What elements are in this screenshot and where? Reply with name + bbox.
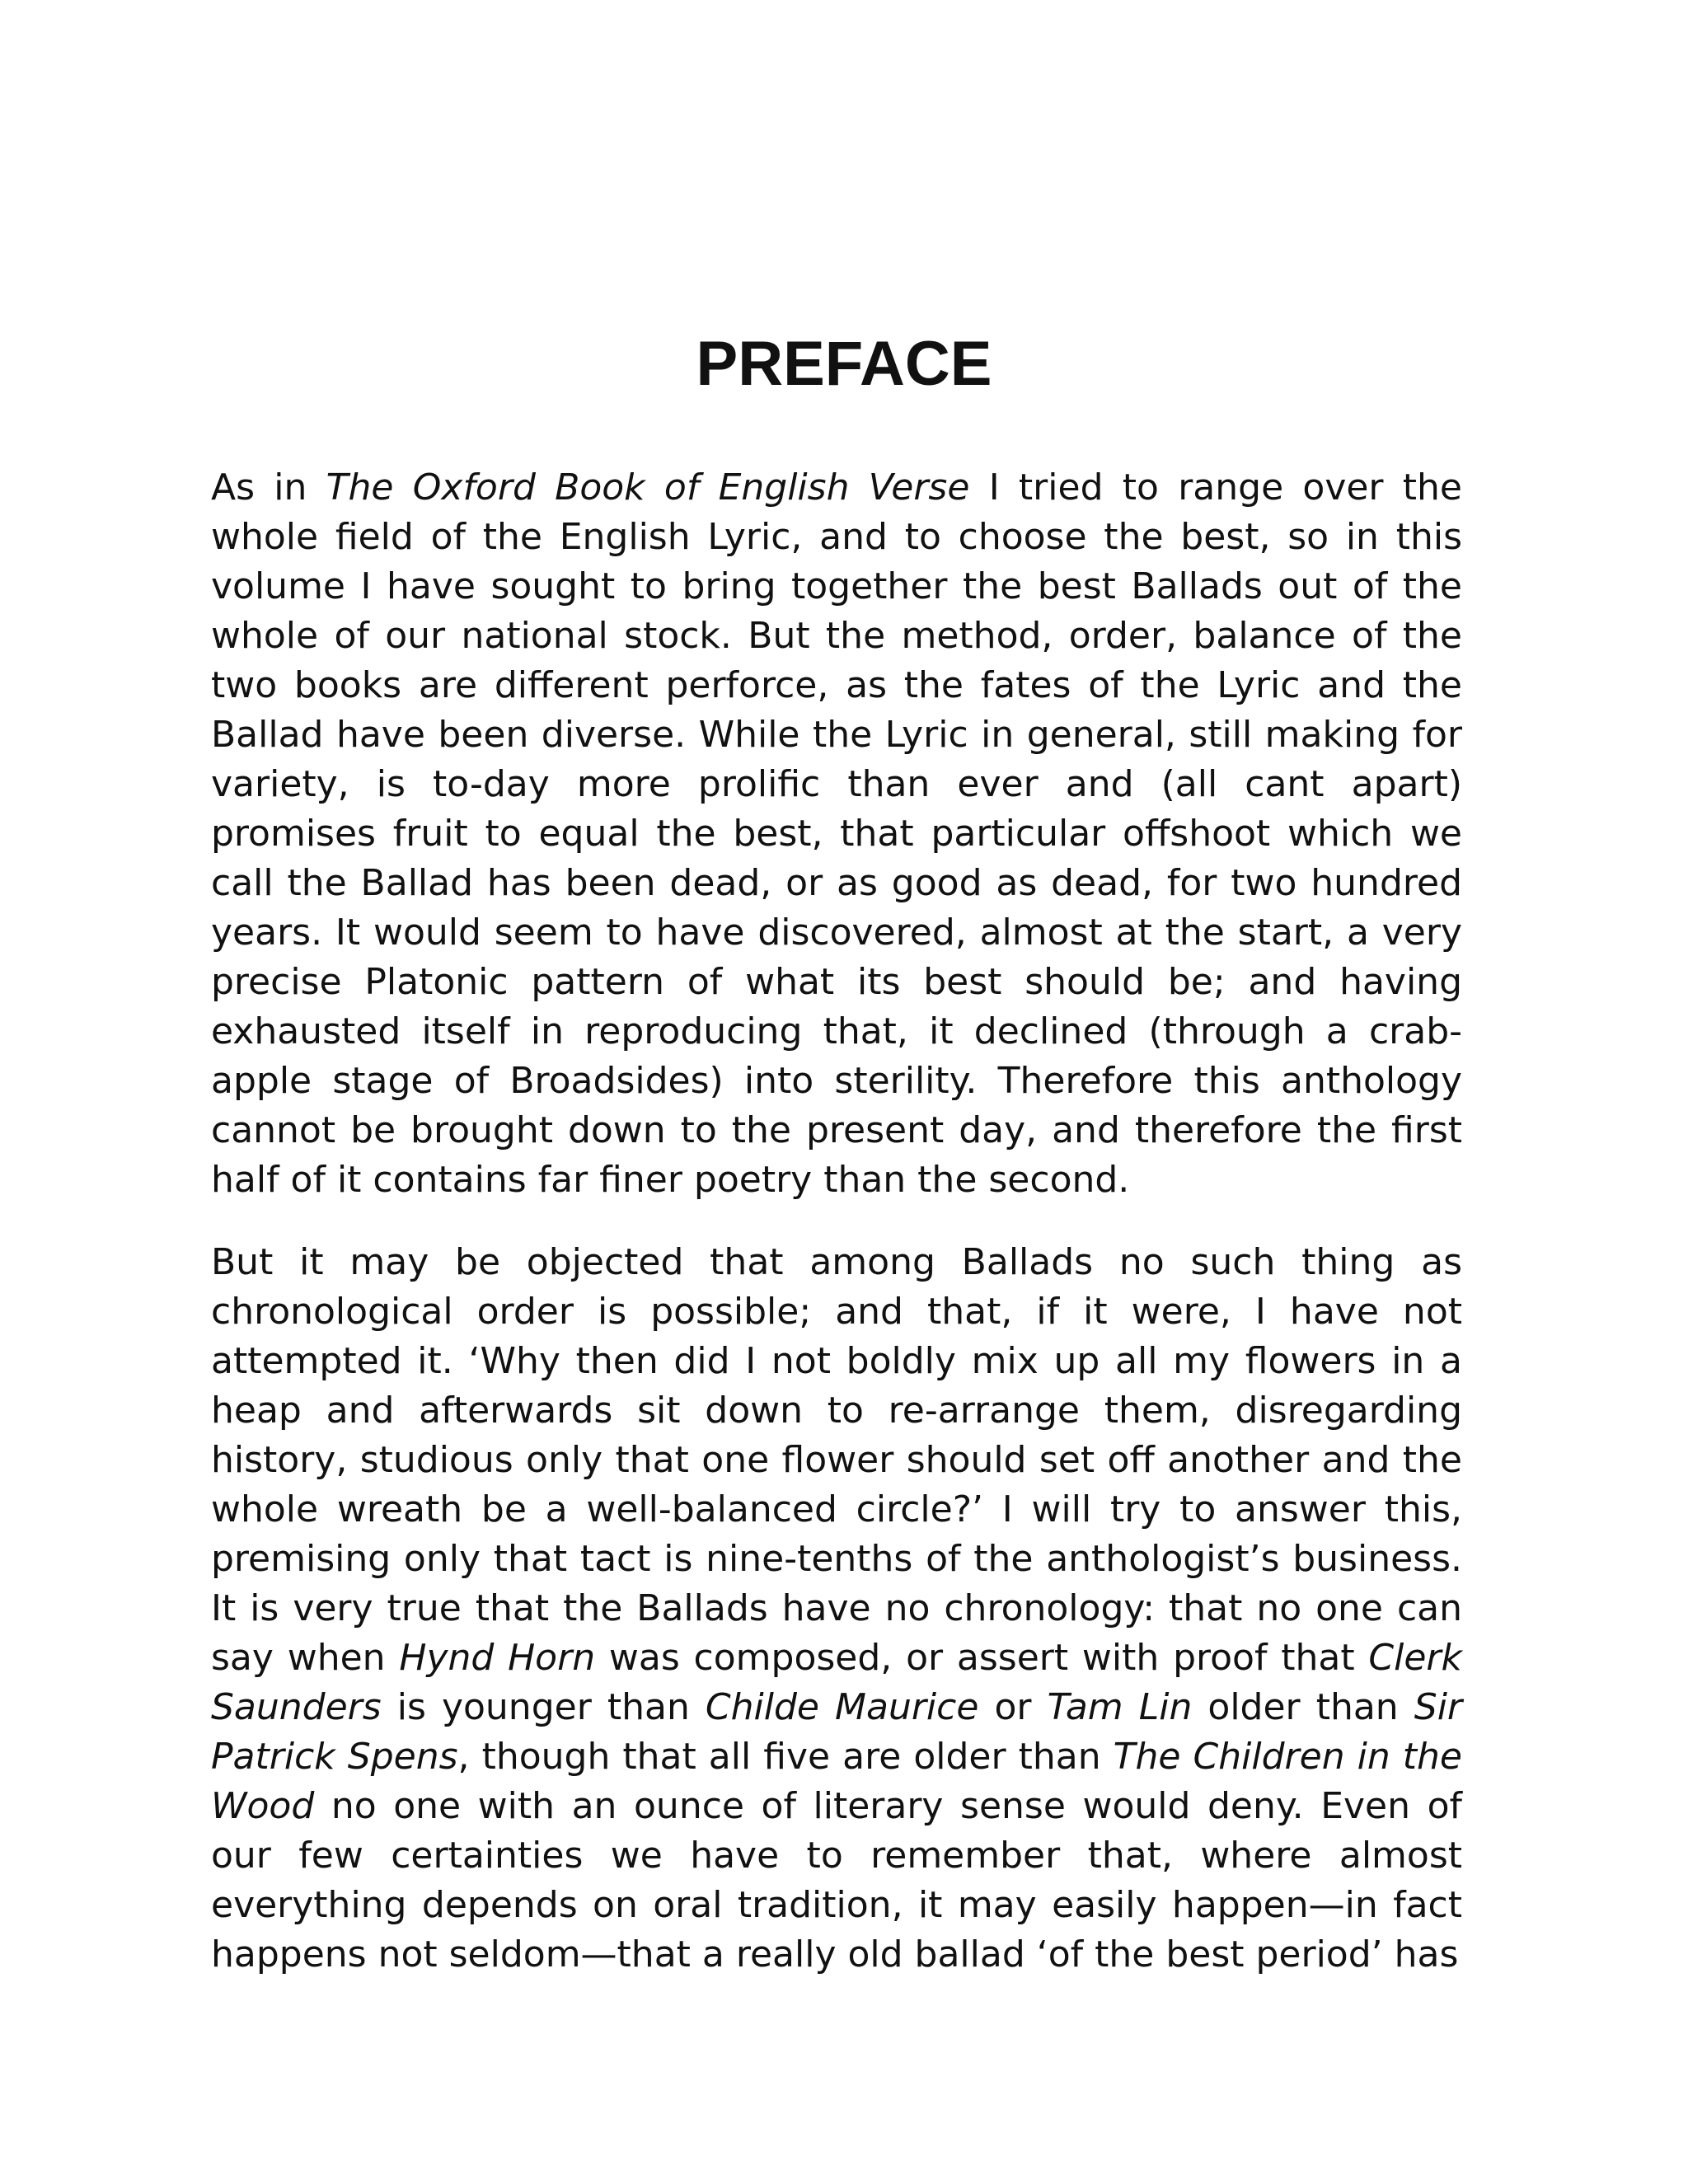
ballad-title-italic: Hynd Horn: [399, 1637, 596, 1679]
paragraph-1: [211, 463, 1462, 1205]
ballad-title-italic: Childe Maurice: [705, 1686, 979, 1728]
preface-body: [211, 463, 1462, 1980]
page-title: PREFACE: [696, 329, 992, 399]
ballad-title-italic: Tam Lin: [1047, 1686, 1193, 1728]
ballad-title-italic: Clerk Saunders: [211, 1637, 1462, 1728]
book-title-italic: The Oxford Book of English Verse: [326, 466, 970, 509]
text-segment: no one with an ounce of literary sense would deny. Even of our few certainties we have to remember that, where almost everything depends on oral tradition, it may easily happen—in fact happens not seldom—that a really old ballad ‘of the best period’ has: [211, 1785, 1462, 1975]
text-segment: was composed, or assert with proof that: [595, 1637, 1369, 1679]
paragraph-2: [211, 1238, 1462, 1980]
text-segment: older than: [1192, 1686, 1414, 1728]
text-segment: As in: [211, 466, 326, 509]
text-segment: is younger than: [381, 1686, 706, 1728]
ballad-title-italic: The Children in the Wood: [211, 1736, 1462, 1827]
text-segment: But it may be objected that among Ballads no such thing as chronological order is possible; and that, if it were, I have not attempted it. ‘Why then did I not boldly mix up all my flowers in a heap and afterwards sit down to re-arrange them, disregarding history, studious only that one flower should set off another and the whole wreath be a well-balanced circle?’ I will try to answer this, premising only that tact is nine-tenths of the anthologist’s business. It is very true that the Ballads have no chronology: that no one can say when: [211, 1241, 1462, 1679]
text-segment: or: [978, 1686, 1048, 1728]
ballad-title-italic: Sir Patrick Spens: [211, 1686, 1463, 1778]
text-segment: , though that all five are older than: [457, 1736, 1114, 1778]
text-segment: I tried to range over the whole field of the English Lyric, and to choose the best, so in this volume I have sought to bring together the best Ballads out of the whole of our national stock. But the method, order, balance of the two books are different perforce, as the fates of the Lyric and the Ballad have been diverse. While the Lyric in general, still making for variety, is to-day more prolific than ever and (all cant apart) promises fruit to equal the best, that particular offshoot which we call the Ballad has been dead, or as good as dead, for two hundred years. It would seem to have discovered, almost at the start, a very precise Platonic pattern of what its best should be; and having exhausted itself in reproducing that, it declined (through a crab-apple stage of Broadsides) into sterility. Therefore this anthology cannot be brought down to the present day, and therefore the first half of it contains far finer poetry than the second.: [211, 466, 1463, 1201]
